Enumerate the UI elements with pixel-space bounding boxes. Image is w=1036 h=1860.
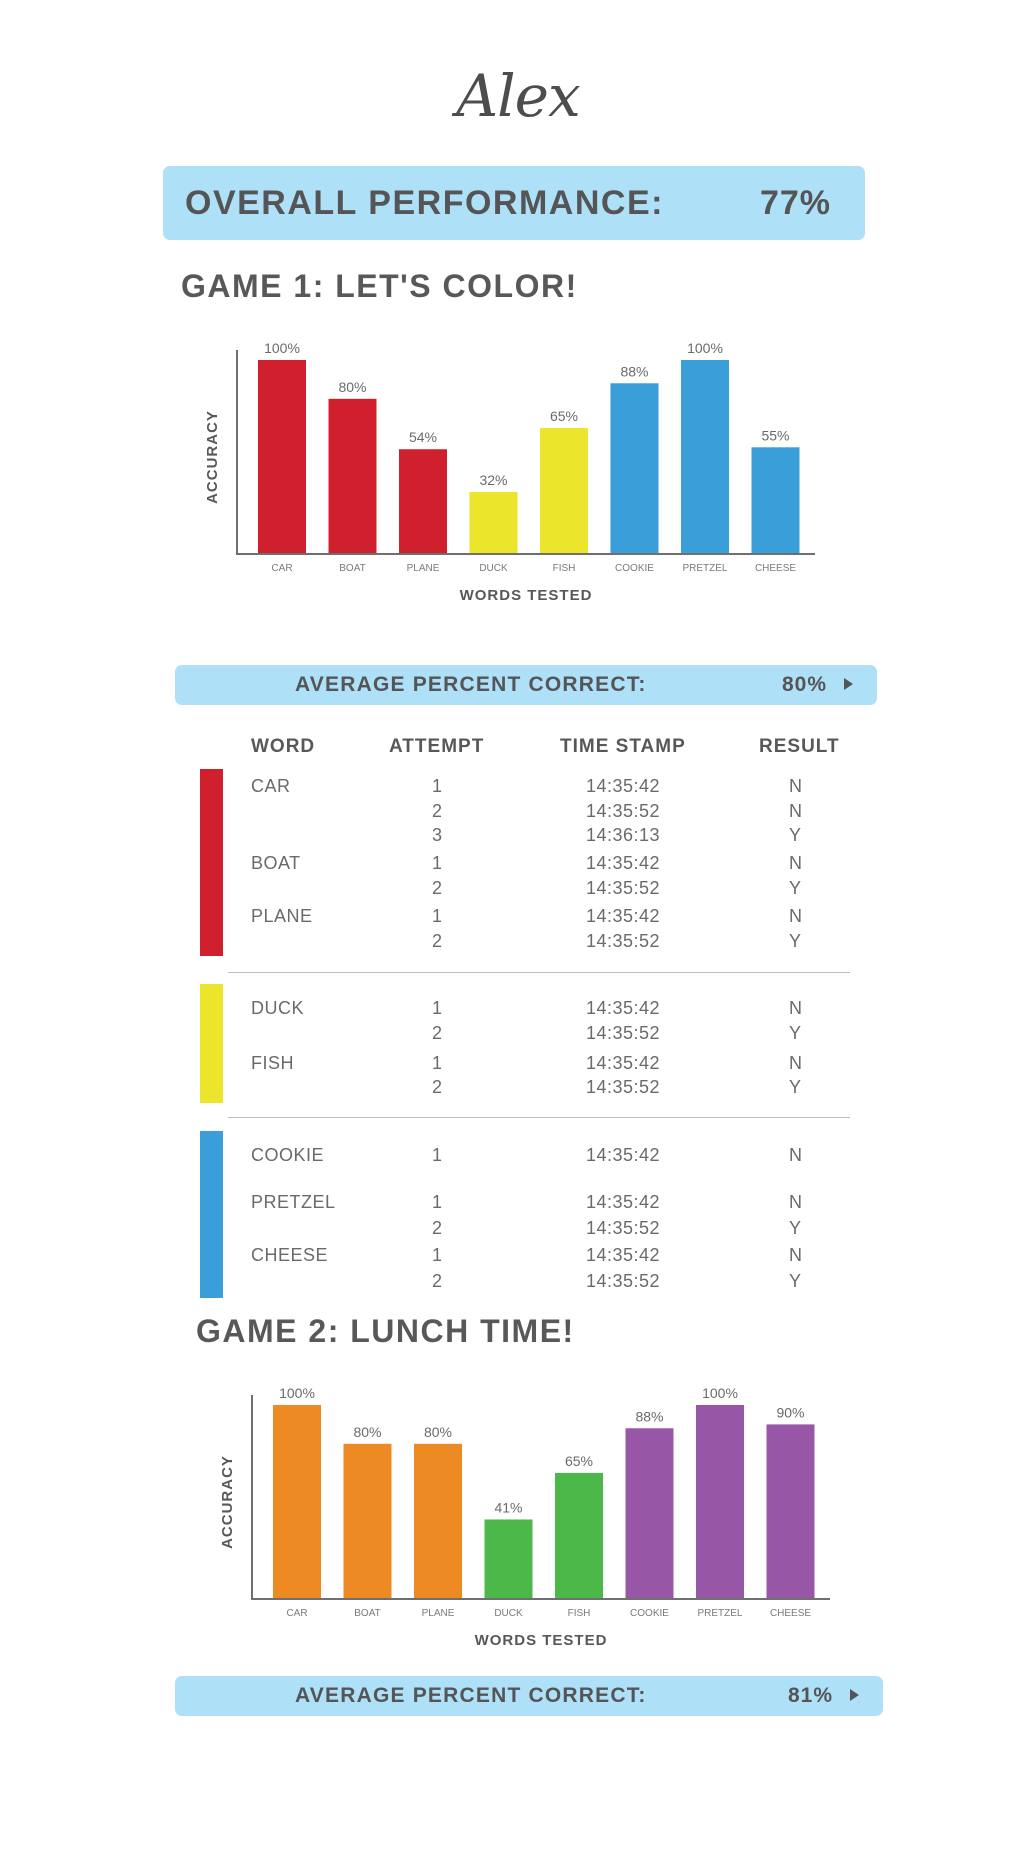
attempt-cell: 1 (432, 1192, 443, 1212)
time-stamp-cell: 14:35:52 (586, 801, 661, 821)
game1-average-value: 80% (781, 673, 827, 696)
attempt-cell: 2 (432, 931, 443, 951)
game2-title: GAME 2: LUNCH TIME! (196, 1313, 575, 1349)
game1-tick-label-boat: BOAT (339, 563, 366, 574)
game2-tick-label-cheese: CHEESE (769, 1608, 812, 1619)
header-time-stamp: TIME STAMP (560, 736, 686, 757)
result-cell: N (789, 1245, 802, 1265)
game2-y-axis-title: ACCURACY (219, 1455, 236, 1549)
time-stamp-cell: 14:35:52 (586, 878, 661, 898)
game1-data-label-fish: 65% (549, 407, 579, 424)
game2-data-label-plane: 80% (423, 1423, 453, 1440)
attempt-cell: 2 (432, 801, 443, 821)
game1-tick-label-plane: PLANE (406, 563, 440, 574)
game1-data-label-cheese: 55% (761, 427, 790, 444)
game1-data-label-boat: 80% (338, 378, 367, 395)
game1-bar-duck (470, 492, 518, 554)
group-color-bar (200, 769, 223, 956)
time-stamp-cell: 14:35:42 (586, 1145, 661, 1165)
game2-bar-pretzel (696, 1405, 744, 1599)
attempt-cell: 1 (432, 853, 443, 873)
game1-bar-cheese (752, 447, 800, 554)
attempt-cell: 1 (432, 1145, 443, 1165)
time-stamp-cell: 14:35:42 (586, 998, 661, 1018)
game2-data-label-cookie: 88% (635, 1408, 664, 1425)
game2-bar-boat (344, 1444, 392, 1599)
result-cell: N (789, 1192, 802, 1212)
game1-data-label-duck: 32% (479, 471, 508, 488)
game1-x-axis-title: WORDS TESTED (459, 587, 593, 604)
game2-data-label-cheese: 90% (776, 1404, 805, 1421)
game1-bar-chart (190, 330, 840, 610)
result-cell: Y (789, 1023, 802, 1043)
game2-tick-label-cookie: COOKIE (630, 1608, 669, 1619)
game2-data-label-pretzel: 100% (702, 1385, 738, 1401)
game1-tick-label-car: CAR (271, 563, 293, 574)
word-cell: FISH (251, 1053, 295, 1073)
result-cell: N (789, 998, 802, 1018)
game1-average-label: AVERAGE PERCENT CORRECT: (295, 673, 647, 696)
group-divider (228, 1117, 850, 1118)
result-cell: Y (789, 878, 802, 898)
time-stamp-cell: 14:35:52 (586, 1077, 661, 1097)
result-cell: Y (789, 825, 802, 845)
attempt-cell: 3 (432, 825, 443, 845)
header-result: RESULT (759, 736, 840, 757)
time-stamp-cell: 14:35:42 (586, 1245, 661, 1265)
game1-tick-label-fish: FISH (552, 563, 576, 574)
game2-data-label-car: 100% (279, 1385, 315, 1401)
attempt-cell: 2 (432, 878, 443, 898)
game1-y-axis-title: ACCURACY (204, 410, 221, 504)
game1-tick-label-cookie: COOKIE (615, 563, 654, 574)
game1-data-label-car: 100% (264, 340, 300, 356)
attempt-cell: 2 (432, 1271, 443, 1291)
game1-bar-car (258, 360, 306, 554)
game1-tick-label-pretzel: PRETZEL (682, 563, 728, 574)
word-cell: CAR (251, 776, 291, 796)
game2-tick-label-plane: PLANE (421, 1608, 455, 1619)
word-cell: PLANE (251, 906, 313, 926)
game2-average-label: AVERAGE PERCENT CORRECT: (295, 1684, 647, 1707)
time-stamp-cell: 14:36:13 (586, 825, 661, 845)
time-stamp-cell: 14:35:42 (586, 906, 661, 926)
game1-data-label-pretzel: 100% (687, 340, 723, 356)
game2-bar-duck (485, 1519, 533, 1599)
game2-bar-cheese (767, 1424, 815, 1599)
time-stamp-cell: 14:35:52 (586, 1023, 661, 1043)
game2-bar-fish (555, 1473, 603, 1599)
student-name: Alex (456, 62, 580, 130)
game2-bar-chart (205, 1375, 855, 1655)
play-arrow-icon[interactable] (850, 1689, 859, 1701)
group-color-bar (200, 984, 223, 1103)
game1-tick-label-duck: DUCK (479, 563, 508, 574)
time-stamp-cell: 14:35:52 (586, 931, 661, 951)
game2-bar-car (273, 1405, 321, 1599)
game1-title: GAME 1: LET'S COLOR! (181, 268, 578, 304)
overall-performance-banner (163, 166, 865, 240)
overall-performance-label: OVERALL PERFORMANCE: (185, 184, 664, 222)
game1-bar-plane (399, 449, 447, 554)
result-cell: N (789, 776, 802, 796)
word-cell: COOKIE (251, 1145, 325, 1165)
time-stamp-cell: 14:35:42 (586, 1192, 661, 1212)
result-cell: N (789, 906, 802, 926)
game2-data-label-duck: 41% (494, 1499, 523, 1516)
attempt-cell: 1 (432, 998, 443, 1018)
game1-data-label-cookie: 88% (620, 363, 649, 380)
group-color-bar (200, 1131, 223, 1298)
game1-average-banner[interactable] (175, 665, 877, 705)
game1-bar-pretzel (681, 360, 729, 554)
word-cell: PRETZEL (251, 1192, 336, 1212)
time-stamp-cell: 14:35:52 (586, 1271, 661, 1291)
attempt-cell: 2 (432, 1218, 443, 1238)
word-cell: BOAT (251, 853, 301, 873)
header-attempt: ATTEMPT (389, 736, 485, 757)
result-cell: Y (789, 931, 802, 951)
play-arrow-icon[interactable] (844, 678, 853, 690)
time-stamp-cell: 14:35:42 (586, 776, 661, 796)
game2-data-label-fish: 65% (564, 1452, 594, 1469)
game2-tick-label-boat: BOAT (354, 1608, 381, 1619)
game1-bar-boat (329, 399, 377, 554)
attempt-cell: 1 (432, 1053, 443, 1073)
result-cell: N (789, 1053, 802, 1073)
game1-bar-cookie (611, 383, 659, 554)
game2-tick-label-pretzel: PRETZEL (697, 1608, 743, 1619)
attempt-cell: 1 (432, 776, 443, 796)
header-word: WORD (251, 736, 316, 757)
game2-bar-plane (414, 1444, 462, 1599)
game1-data-label-plane: 54% (408, 429, 438, 446)
overall-performance-value: 77% (759, 184, 831, 222)
time-stamp-cell: 14:35:52 (586, 1218, 661, 1238)
game2-average-banner[interactable] (175, 1676, 883, 1716)
word-cell: CHEESE (251, 1245, 329, 1265)
game2-data-label-boat: 80% (353, 1423, 382, 1440)
result-cell: Y (789, 1271, 802, 1291)
game1-bar-fish (540, 428, 588, 554)
group-divider (228, 972, 850, 973)
result-cell: N (789, 853, 802, 873)
result-cell: Y (789, 1218, 802, 1238)
result-cell: N (789, 1145, 802, 1165)
attempt-cell: 2 (432, 1077, 443, 1097)
game2-bar-cookie (626, 1428, 674, 1599)
game1-tick-label-cheese: CHEESE (754, 563, 797, 574)
attempt-cell: 2 (432, 1023, 443, 1043)
result-cell: N (789, 801, 802, 821)
result-cell: Y (789, 1077, 802, 1097)
game2-tick-label-fish: FISH (567, 1608, 591, 1619)
game2-tick-label-duck: DUCK (494, 1608, 523, 1619)
attempt-cell: 1 (432, 1245, 443, 1265)
time-stamp-cell: 14:35:42 (586, 1053, 661, 1073)
game2-average-value: 81% (787, 1684, 833, 1707)
attempt-cell: 1 (432, 906, 443, 926)
game2-x-axis-title: WORDS TESTED (474, 1632, 608, 1649)
word-cell: DUCK (251, 998, 305, 1018)
game2-tick-label-car: CAR (286, 1608, 308, 1619)
time-stamp-cell: 14:35:42 (586, 853, 661, 873)
